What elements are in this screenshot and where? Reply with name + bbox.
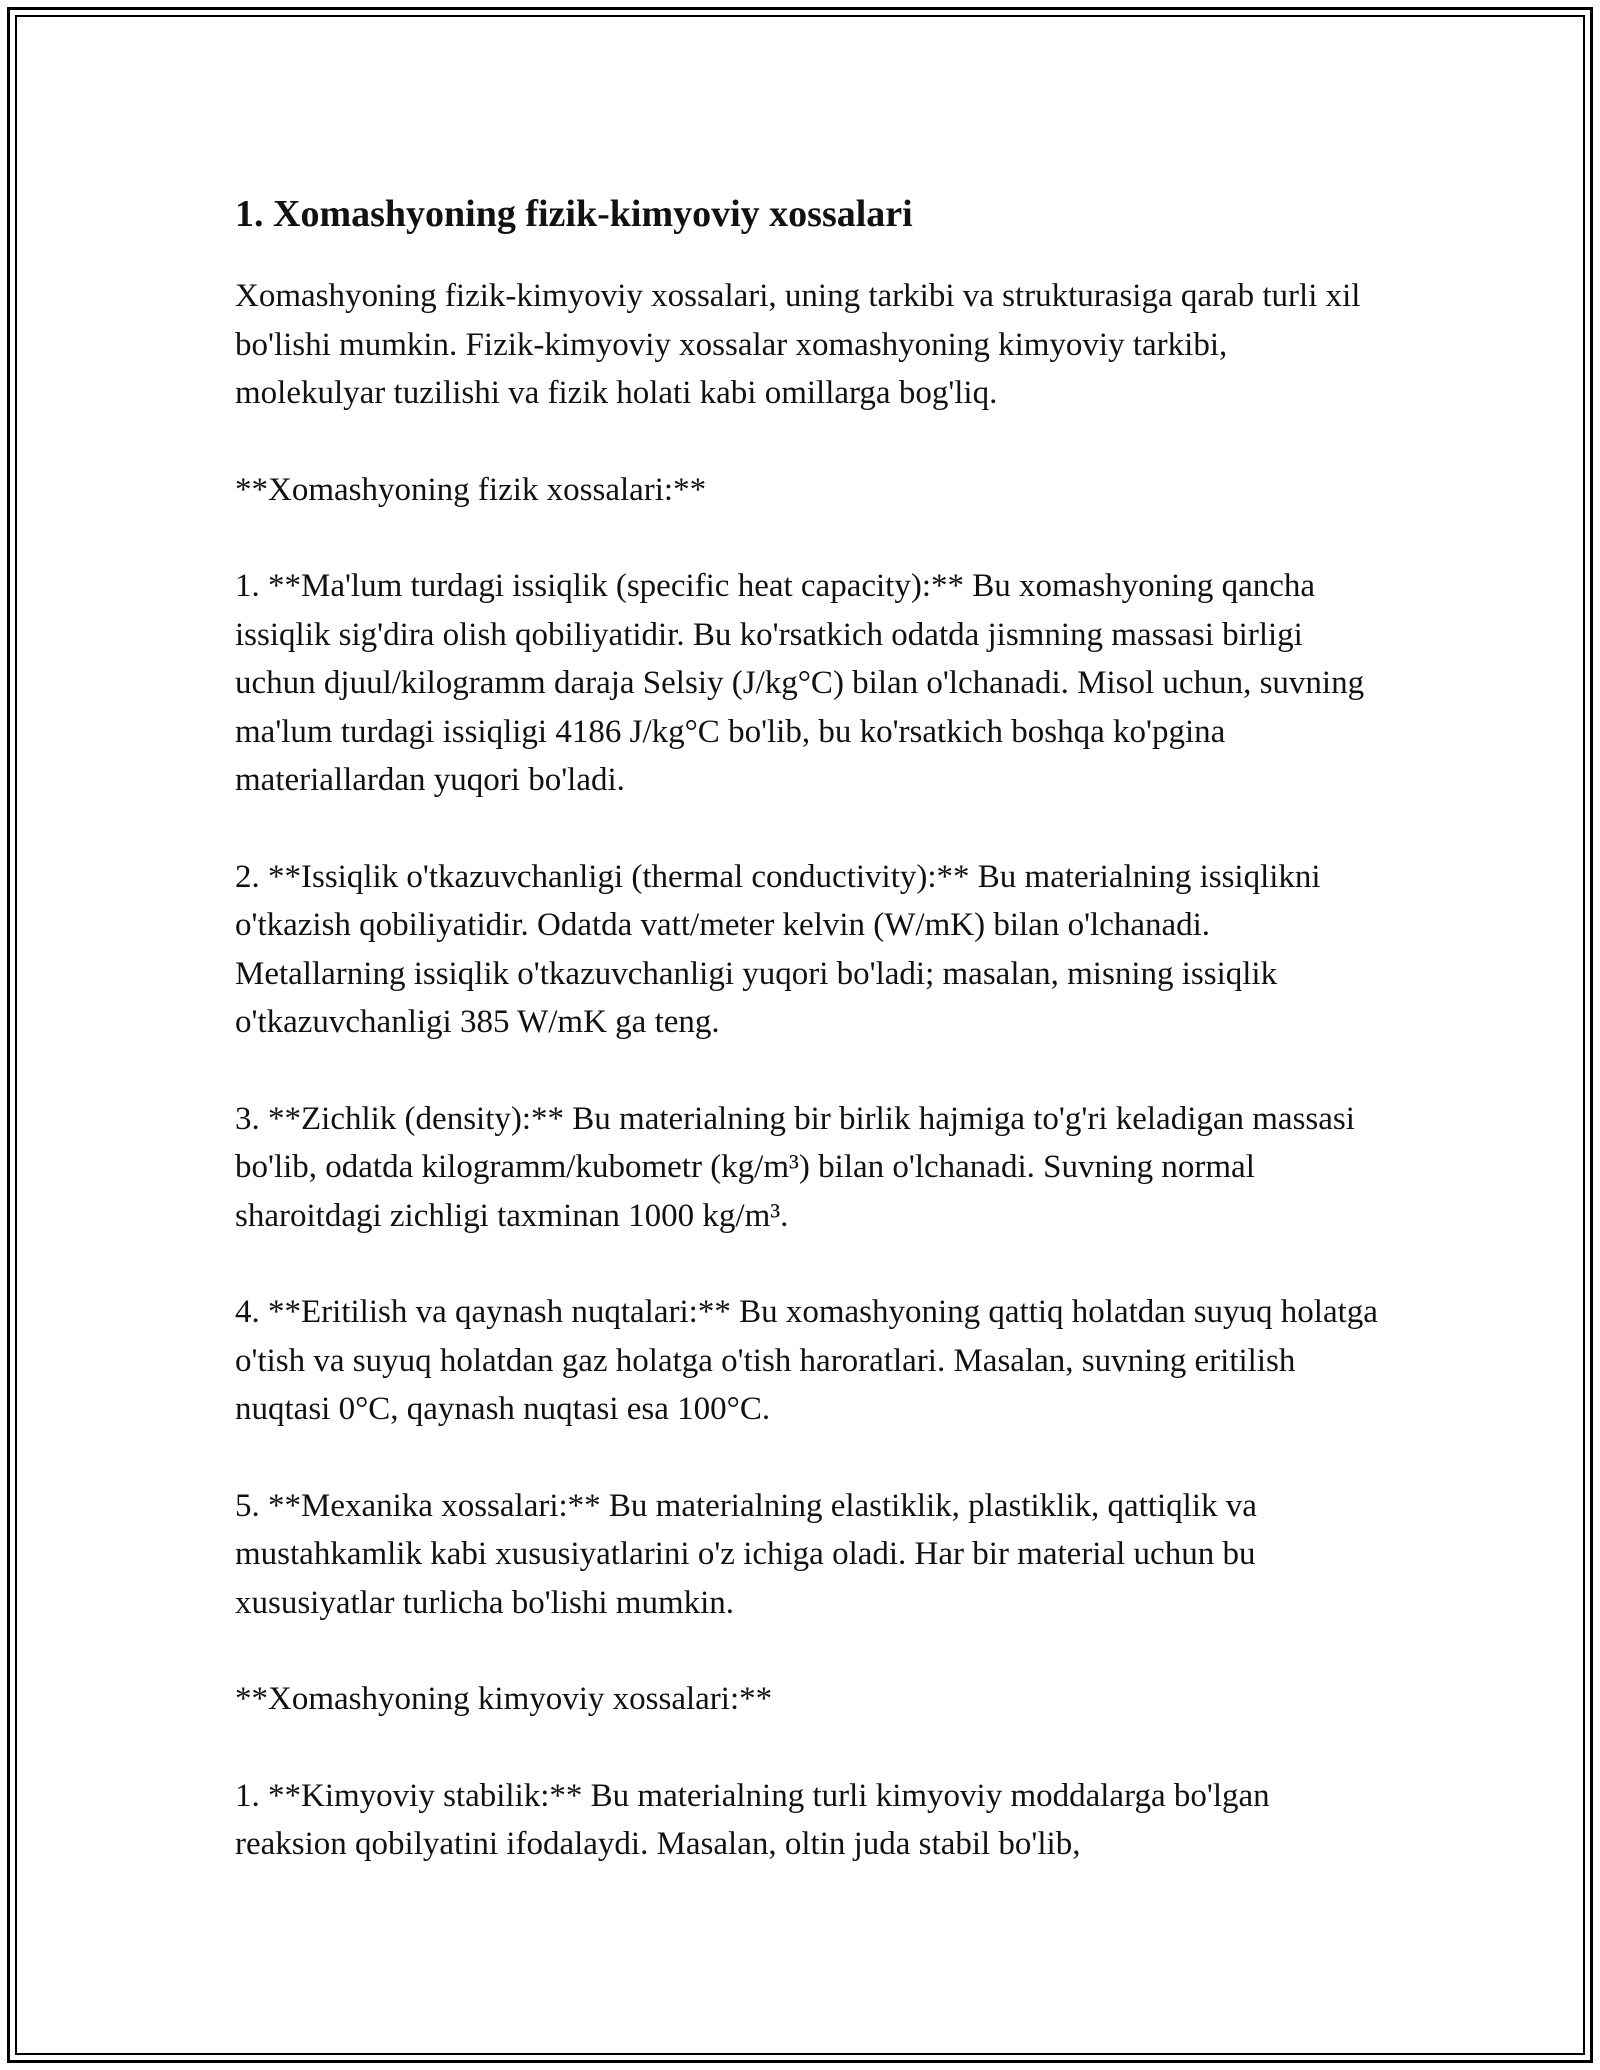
physical-properties-subheading: **Xomashyoning fizik xossalari:** xyxy=(235,471,707,508)
melting-boiling-paragraph: 4. **Eritilish va qaynash nuqtalari:** Bu xomashyoning qattiq holatdan suyuq holatga o'tish va suyuq holatdan gaz holatga o'tish haroratlari. Masalan, suvning eritilish nuqtasi 0°C, qaynash nuqtasi esa 100°C. xyxy=(235,1294,1378,1427)
document-body xyxy=(235,186,1385,1917)
section-heading: 1. Xomashyoning fizik-kimyoviy xossalari xyxy=(235,193,913,235)
specific-heat-paragraph: 1. **Ma'lum turdagi issiqlik (specific heat capacity):** Bu xomashyoning qancha issiqlik sig'dira olish qobiliyatidir. Bu ko'rsatkich odatda jismning massasi birligi uchun djuul/kilogramm daraja Selsiy (J/kg°C) bilan o'lchanadi. Misol uchun, suvning ma'lum turdagi issiqligi 4186 J/kg°C bo'lib, bu ko'rsatkich boshqa ko'pgina materiallardan yuqori bo'ladi. xyxy=(235,568,1365,798)
thermal-conductivity-paragraph: 2. **Issiqlik o'tkazuvchanligi (thermal conductivity):** Bu materialning issiqlikni o'tkazish qobiliyatidir. Odatda vatt/meter kelvin (W/mK) bilan o'lchanadi. Metallarning issiqlik o'tkazuvchanligi yuqori bo'ladi; masalan, misning issiqlik o'tkazuvchanligi 385 W/mK ga teng. xyxy=(235,858,1321,1040)
chemical-stability-paragraph: 1. **Kimyoviy stabilik:** Bu materialning turli kimyoviy moddalarga bo'lgan reaksion qobilyatini ifodalaydi. Masalan, oltin juda stabil bo'lib, xyxy=(235,1777,1270,1862)
intro-paragraph: Xomashyoning fizik-kimyoviy xossalari, uning tarkibi va strukturasiga qarab turli xil bo'lishi mumkin. Fizik-kimyoviy xossalar xomashyoning kimyoviy tarkibi, molekulyar tuzilishi va fizik holati kabi omillarga bog'liq. xyxy=(235,278,1361,411)
density-paragraph: 3. **Zichlik (density):** Bu materialning bir birlik hajmiga to'g'ri keladigan massasi bo'lib, odatda kilogramm/kubometr (kg/m³) bilan o'lchanadi. Suvning normal sharoitdagi zichligi taxminan 1000 kg/m³. xyxy=(235,1100,1355,1234)
chemical-properties-subheading: **Xomashyoning kimyoviy xossalari:** xyxy=(235,1681,773,1717)
mechanical-properties-paragraph: 5. **Mexanika xossalari:** Bu materialning elastiklik, plastiklik, qattiqlik va mustahkamlik kabi xususiyatlarini o'z ichiga oladi. Har bir material uchun bu xususiyatlar turlicha bo'lishi mumkin. xyxy=(235,1487,1257,1621)
